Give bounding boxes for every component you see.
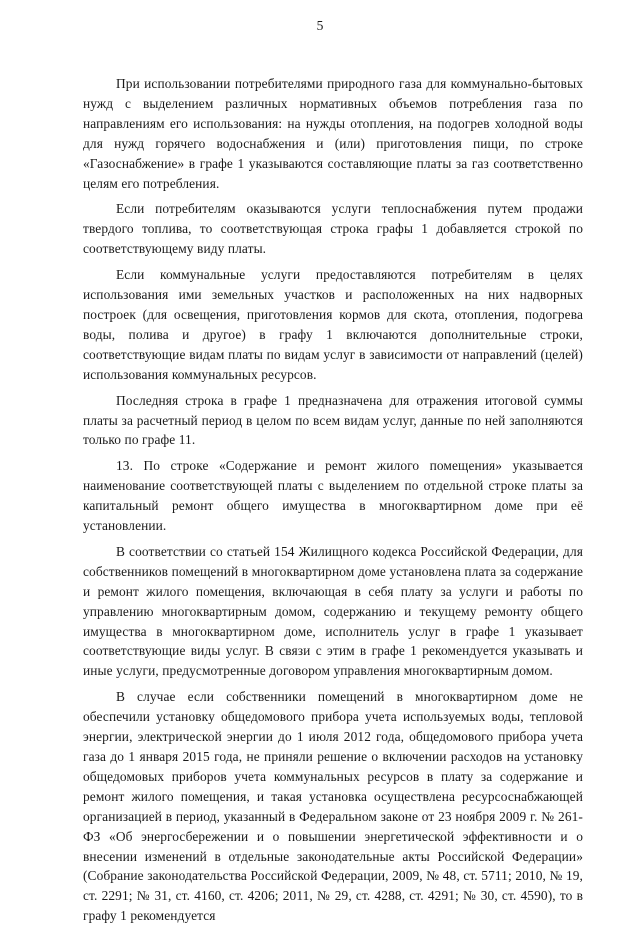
paragraph: Последняя строка в графе 1 предназначена для отражения итоговой суммы платы за расчетный период в целом по всем видам услуг, данные по ней заполняются только по графе 11. xyxy=(83,392,583,448)
paragraph: Если потребителям оказываются услуги теплоснабжения путем продажи твердого топлива, то соответствующая строка графы 1 добавляется строкой по соответствующему виду платы. xyxy=(83,201,583,257)
paragraph: 13. По строке «Содержание и ремонт жилого помещения» указывается наименование соответствующей платы с выделением по отдельной строке платы за капитальный ремонт общего имущества в многоквартирном доме при её установлении. xyxy=(83,458,583,534)
body-text xyxy=(83,74,583,932)
paragraph: Если коммунальные услуги предоставляются потребителям в целях использования ими земельных участков и расположенных на них надворных построек (для освещения, приготовления кормов для скота, отопления, подогрева воды, полива и другое) в графу 1 включаются дополнительные строки, соответствующие видам платы по видам услуг в зависимости от направлений (целей) использования коммунальных ресурсов. xyxy=(83,267,583,382)
paragraph: В случае если собственники помещений в многоквартирном доме не обеспечили установку общедомового прибора учета используемых воды, тепловой энергии, электрической энергии до 1 июля 2012 года, общедомового прибора учета газа до 1 января 2015 года, не приняли решение о включении расходов на установку общедомовых приборов учета коммунальных ресурсов в плату за содержание и ремонт жилого помещения, и такая установка осуществлена ресурсоснабжающей организацией в период, указанный в Федеральном законе от 23 ноября 2009 г. № 261-ФЗ «Об энергосбережении и о повышении энергетической эффективности и о внесении изменений в отдельные законодательные акты Российской Федерации» (Собрание законодательства Российской Федерации, 2009, № 48, ст. 5711; 2010, № 19, ст. 2291; № 31, ст. 4160, ст. 4206; 2011, № 29, ст. 4288, ст. 4291; № 30, ст. 4590), то в графу 1 рекомендуется xyxy=(83,689,583,924)
paragraph: При использовании потребителями природного газа для коммунально-бытовых нужд с выделением различных нормативных объемов потребления газа по направлениям его использования: на нужды отопления, на подогрев холодной воды для нужд горячего водоснабжения и (или) приготовления пищи, по строке «Газоснабжение» в графе 1 указываются составляющие платы за газ соответственно целям его потребления. xyxy=(83,76,583,191)
page-number: 5 xyxy=(316,18,324,33)
paragraph: В соответствии со статьей 154 Жилищного кодекса Российской Федерации, для собственников помещений в многоквартирном доме установлена плата за содержание и ремонт жилого помещения, включающая в себя плату за услуги и работы по управлению многоквартирным домом, содержанию и текущему ремонту общего имущества в многоквартирном доме, исполнитель услуг в графе 1 указывает соответствующие виды услуг. В связи с этим в графе 1 рекомендуется указывать и иные услуги, предусмотренные договором управления многоквартирным домом. xyxy=(83,543,583,679)
